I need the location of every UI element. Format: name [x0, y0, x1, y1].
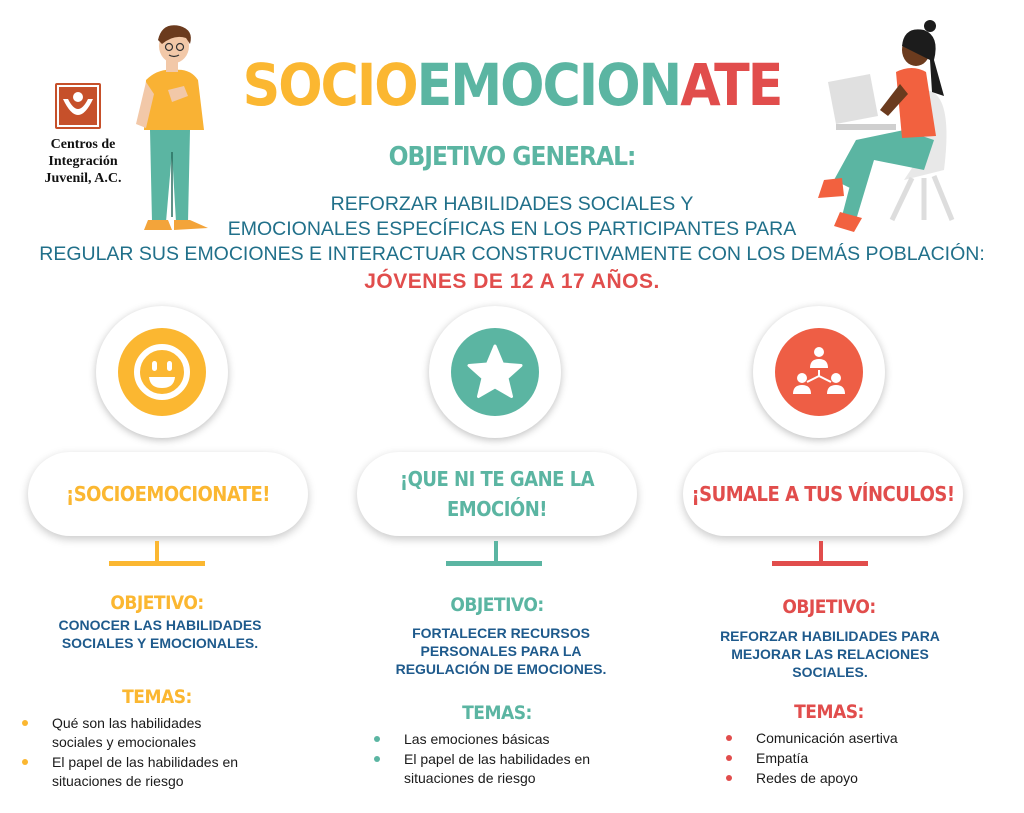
column-2-connector-base — [446, 561, 542, 566]
column-3-title-pill — [683, 452, 963, 536]
logo-line: Integración — [48, 154, 118, 169]
column-1-objective-heading: OBJETIVO: — [110, 592, 204, 614]
objective-line: CONOCER LAS HABILIDADES — [58, 617, 262, 633]
bullet-icon — [374, 756, 380, 762]
column-1-topics-list — [22, 714, 238, 792]
bullet-icon — [726, 735, 732, 741]
general-objective-line: REGULAR SUS EMOCIONES E INTERACTUAR CONSTRUCTIVAMENTE CON LOS DEMÁS POBLACIÓN: — [39, 243, 985, 265]
list-item: Comunicación asertiva — [726, 729, 898, 748]
title-part-ate: ATE — [680, 51, 782, 119]
column-1-connector-base — [109, 561, 205, 566]
logo-line: Centros de — [50, 137, 116, 152]
list-item: Las emociones básicas — [374, 730, 590, 749]
column-1-icon-ring — [96, 306, 228, 438]
column-1-title: ¡SOCIOEMOCIONATE! — [65, 482, 271, 506]
list-item: El papel de las habilidades en situaciones de riesgo — [22, 753, 238, 791]
column-3-icon-disc — [775, 328, 863, 416]
column-3-connector — [819, 541, 823, 563]
column-2-objective-heading: OBJETIVO: — [450, 594, 544, 616]
column-3-objective-heading: OBJETIVO: — [782, 596, 876, 618]
column-3-topics-heading: TEMAS: — [794, 701, 864, 723]
bullet-icon — [22, 720, 28, 726]
people-network-icon — [775, 328, 863, 416]
title-part-emocion: EMOCION — [416, 51, 681, 119]
objective-line: SOCIALES Y EMOCIONALES. — [61, 635, 259, 651]
title-part-socio: SOCIO — [242, 51, 417, 119]
column-2-topics-list — [374, 730, 590, 789]
list-item: Qué son las habilidades sociales y emocionales — [22, 714, 238, 752]
column-3-icon-ring — [753, 306, 885, 438]
smiley-face-icon — [118, 328, 206, 416]
woman-laptop-illustration — [784, 20, 974, 240]
list-item: El papel de las habilidades en situaciones de riesgo — [374, 750, 590, 788]
column-2-title: ¡QUE NI TE GANE LA EMOCIÓN! — [399, 467, 595, 521]
list-item: Empatía — [726, 749, 898, 768]
objective-line: REFORZAR HABILIDADES PARA — [720, 628, 940, 644]
column-3-topics-list — [726, 729, 898, 789]
bullet-icon — [374, 736, 380, 742]
column-2-icon-ring — [429, 306, 561, 438]
logo-line: Juvenil, A.C. — [44, 171, 122, 186]
objective-line: REGULACIÓN DE EMOCIONES. — [395, 661, 607, 677]
star-icon — [451, 328, 539, 416]
target-population: JÓVENES DE 12 A 17 AÑOS. — [364, 270, 660, 293]
objective-line: PERSONALES PARA LA — [420, 643, 582, 659]
bullet-icon — [726, 775, 732, 781]
column-1-title-pill — [28, 452, 308, 536]
man-illustration — [128, 22, 228, 237]
column-3-connector-base — [772, 561, 868, 566]
column-3-objective-text — [670, 627, 990, 681]
general-objective-line: REFORZAR HABILIDADES SOCIALES Y — [330, 193, 694, 215]
column-1-objective-text — [0, 616, 320, 652]
objective-line: MEJORAR LAS RELACIONES — [731, 646, 929, 662]
list-item: Redes de apoyo — [726, 769, 898, 788]
column-1-topics-heading: TEMAS: — [122, 686, 192, 708]
column-3-title: ¡SUMALE A TUS VÍNCULOS! — [691, 482, 955, 506]
objective-line: SOCIALES. — [792, 664, 868, 680]
bullet-icon — [726, 755, 732, 761]
column-2-connector — [494, 541, 498, 563]
general-objective-heading: OBJETIVO GENERAL: — [388, 142, 636, 172]
column-1-icon-disc — [118, 328, 206, 416]
bullet-icon — [22, 759, 28, 765]
column-2-title-pill — [357, 452, 637, 536]
column-2-topics-heading: TEMAS: — [462, 702, 532, 724]
column-1-connector — [155, 541, 159, 563]
objective-line: FORTALECER RECURSOS — [412, 625, 590, 641]
column-2-icon-disc — [451, 328, 539, 416]
general-objective-line: EMOCIONALES ESPECÍFICAS EN LOS PARTICIPANTES PARA — [227, 218, 797, 240]
column-2-objective-text — [341, 624, 661, 678]
